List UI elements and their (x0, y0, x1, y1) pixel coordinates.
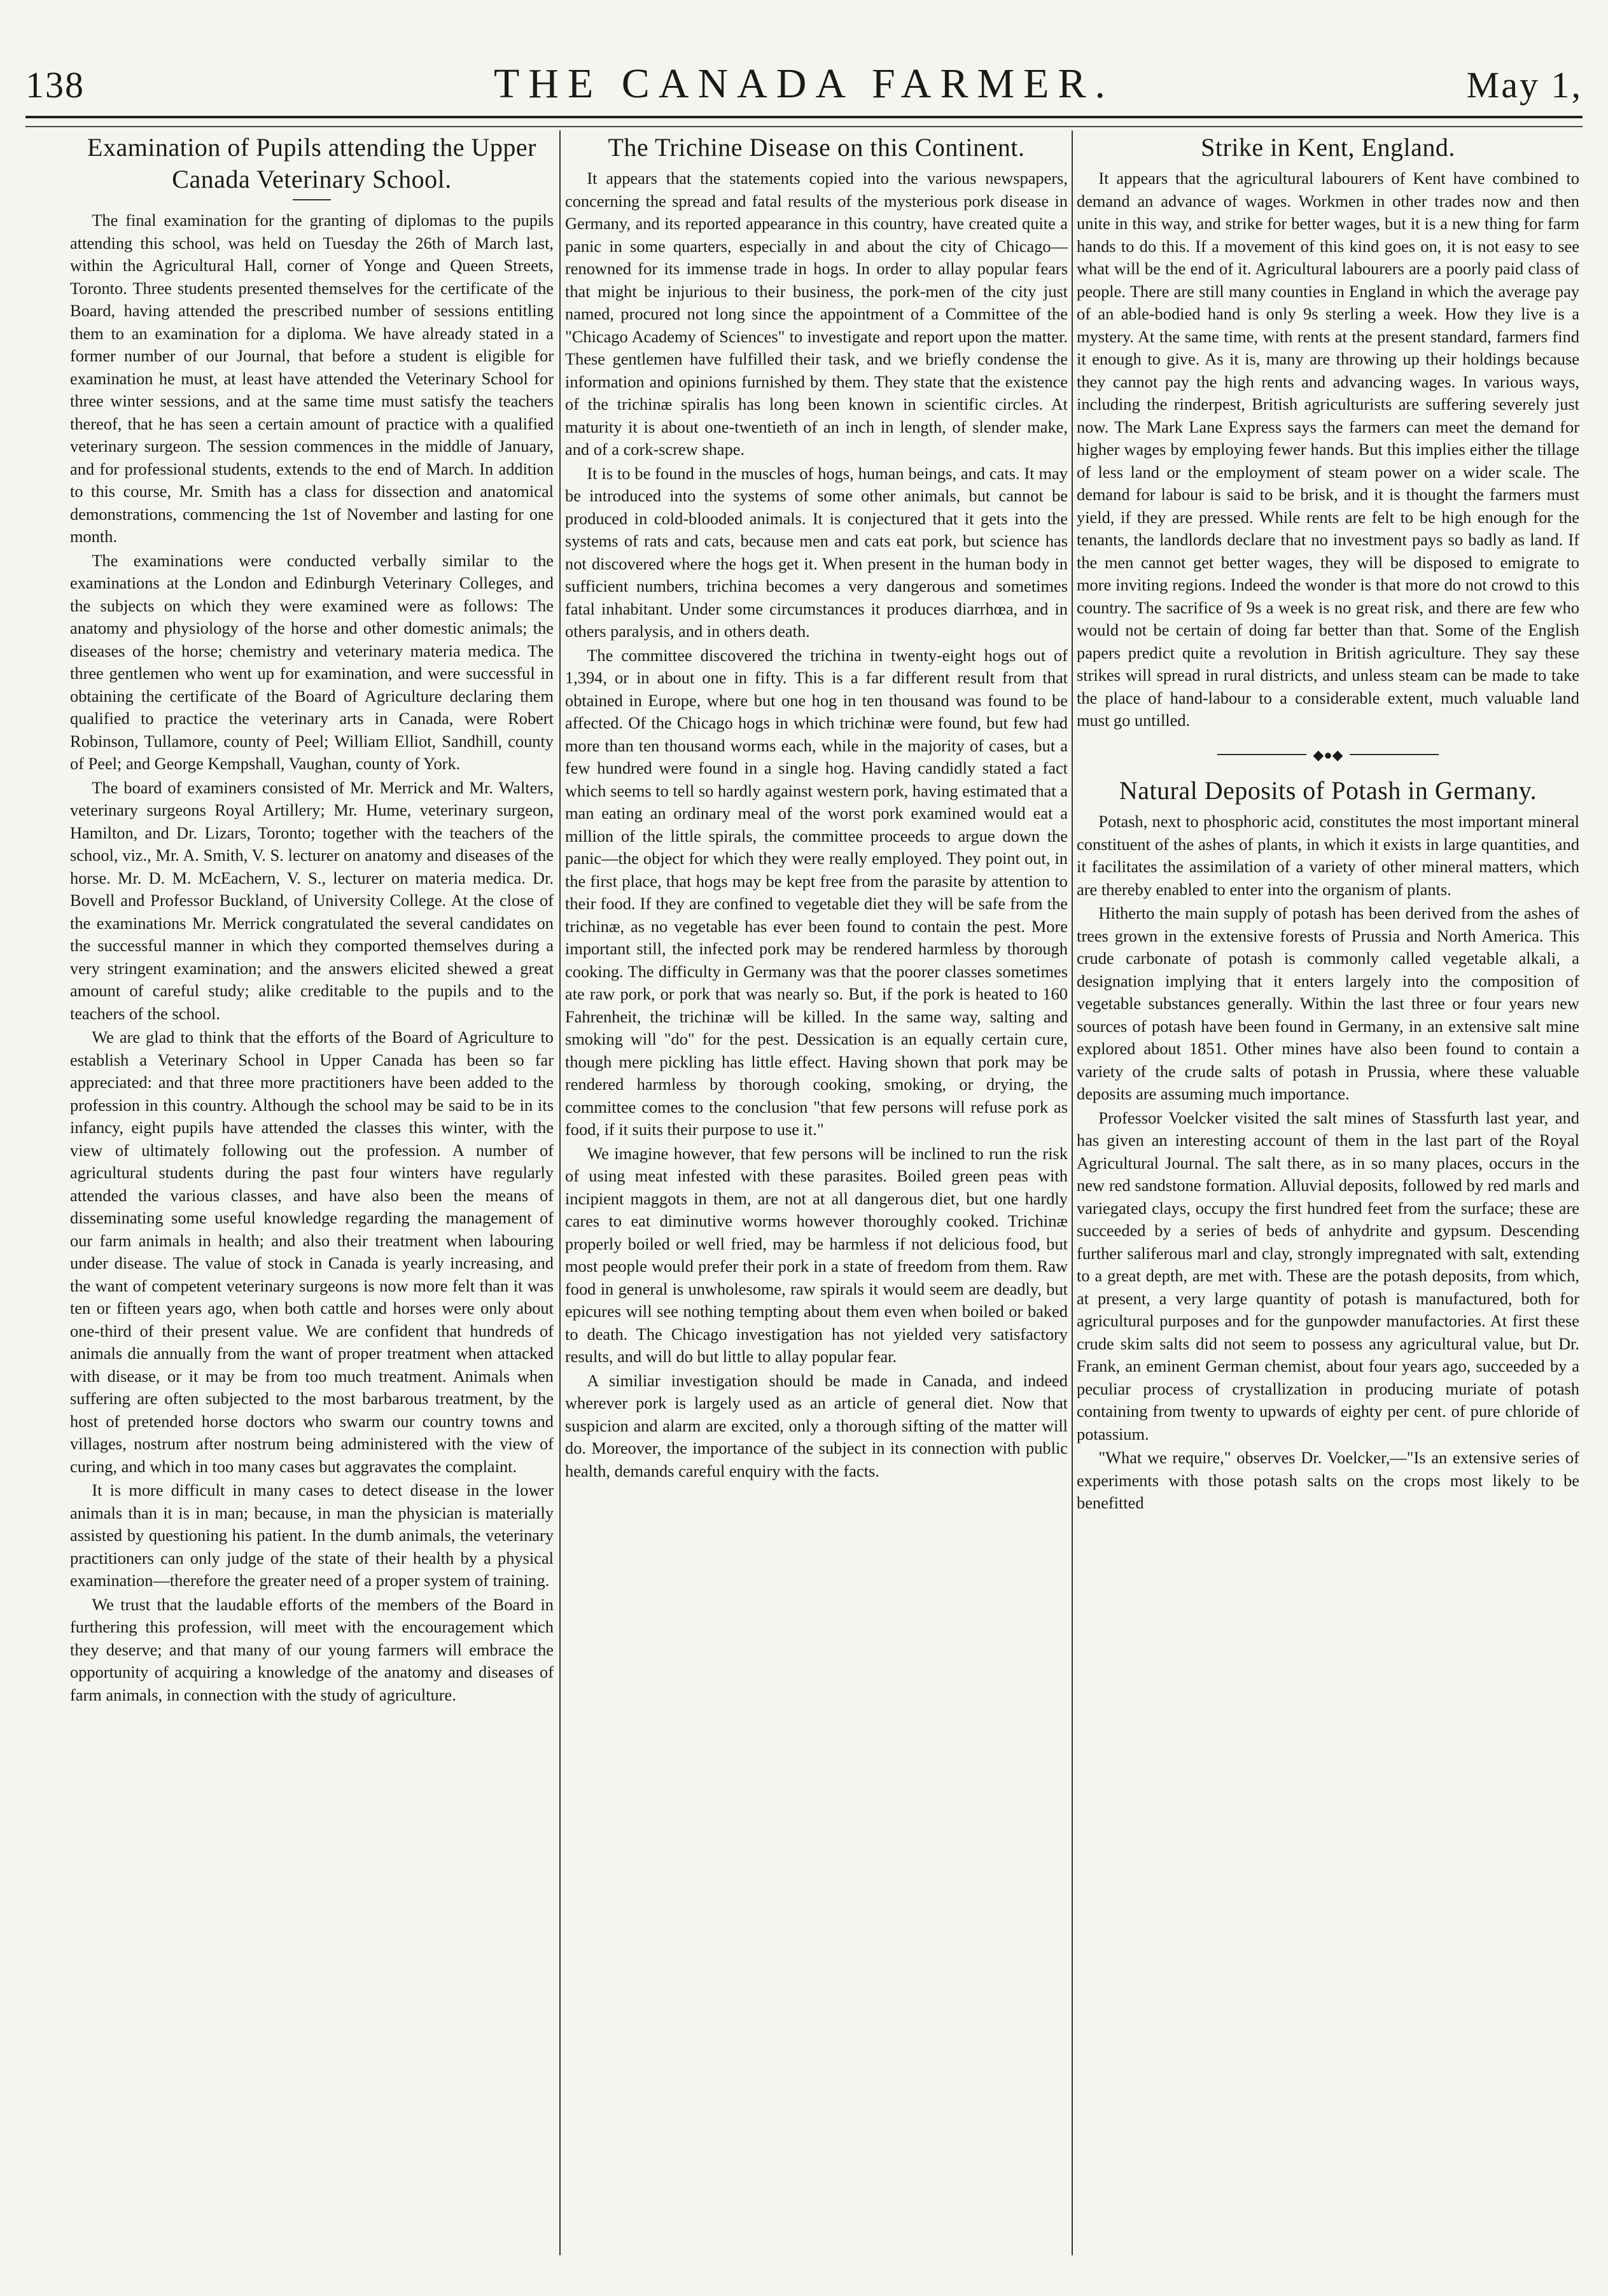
article-paragraph: The final examination for the granting of diplomas to the pupils attending this school, was held on Tuesday the 26th of March last, within the Agricultural Hall, corner of Yonge and Queen Streets, Toronto. Three students presented themselves for the certificate of the Board, having attended the prescribed number of sessions entitling them to an examination for a diploma. We have already stated in a former number of our Journal, that before a student is eligible for examination he must, at least have attended the Veterinary School for three winter sessions, and at the same time must satisfy the teachers thereof, that he has seen a certain amount of practice with a qualified veterinary surgeon. The session commences in the middle of January, and for professional students, extends to the end of March. In addition to this course, Mr. Smith has a class for dissection and anatomical demonstrations, commencing the 1st of November and lasting for one month. (70, 211, 554, 546)
article-title: The Trichine Disease on this Continent. (608, 133, 1025, 162)
article-paragraph: It appears that the agricultural labourers of Kent have combined to demand an advance of wages. Workmen in other trades now and then unite in this way, and strike for better wages, but it is a new thing for farm hands to do this. If a movement of this kind goes on, it is not easy to see what will be the end of it. Agricultural labourers are a poorly paid class of people. There are still many counties in England in which the average pay of an able-bodied hand is only 9s sterling a week. How they live is a mystery. At the same time, with rents at the present standard, farmers find it enough to give. As it is, many are throwing up their holdings because they cannot pay the high rents and advancing wages. In various ways, including the rinderpest, British agriculturists are suffering severely just now. The Mark Lane Express says the farmers can meet the demand for higher wages by employing fewer hands. But this implies either the tillage of less land or the employment of steam power on a wider scale. The demand for labour is said to be brisk, and it is thought the farmers must yield, if they are pressed. While rents are felt to be high enough for the tenants, the landlords declare that no investment pays so badly as land. If the men cannot get better wages, they will be disposed to emigrate to more inviting regions. Indeed the wonder is that more do not crowd to this country. The sacrifice of 9s a week is no great risk, and there are few who would not be certain of doing far better than that. Some of the English papers predict quite a revolution in British agriculture. They say these strikes will spread in rural districts, and unless steam can be made to take the place of hand-labour to a considerable extent, much valuable land must go untilled. (1077, 169, 1579, 730)
masthead (25, 38, 1583, 115)
masthead-rule (25, 116, 1583, 127)
article-paragraph: A similiar investigation should be made in Canada, and indeed wherever pork is largely used as an article of general diet. Now that suspicion and alarm are excited, only a thorough sifting of the matter will do. Moreover, the importance of the subject in its connection with public health, demands careful enquiry with the facts. (565, 1370, 1068, 1480)
page-number: 138 (25, 64, 85, 106)
article-paragraph: It is to be found in the muscles of hogs, human beings, and cats. It may be introduced into the systems of some other animals, but cannot be produced in cold-blooded animals. It is conjectured that it gets into the systems of rats and cats, because men and cats eat pork, but science has not discovered where the hogs get it. When present in the human body in sufficient numbers, trichina becomes a very dangerous and sometimes fatal inhabitant. Under some circumstances it produces diarrhœa, and in others paralysis, and in others death. (565, 463, 1068, 641)
article-paragraph: It appears that the statements copied into the various newspapers, concerning the spread and fatal results of the mysterious pork disease in Germany, and its reported appearance in this country, have created quite a panic in some quarters, especially in and about the city of Chicago—renowned for its immense trade in hogs. In order to allay popular fears that might be injurious to their business, the pork-men of the city just named, procured not long since the appointment of a Committee of the "Chicago Academy of Sciences" to investigate and report upon the matter. These gentlemen have fulfilled their task, and we briefly condense the information and opinions furnished by them. They state that the existence of the trichinæ spiralis has long been known in scientific circles. At maturity it is about one-twentieth of an inch in length, of slender make, and of a cork-screw shape. (565, 169, 1068, 459)
paper-title: THE CANADA FARMER. (493, 60, 1114, 107)
column-rule (1072, 130, 1073, 2255)
article-paragraph: We are glad to think that the efforts of the Board of Agriculture to establish a Veterinary School in Upper Canada has been so far appreciated: and that three more practitioners have been added to the profession in this country. Although the school may be said to be in its infancy, eight pupils have attended the classes this winter, with the view of ultimately following out the profession. A number of agricultural students during the past four winters have regularly attended the various classes, and have also been the means of disseminating some useful knowledge regarding the management of our farm animals in health; and also their treatment when labouring under disease. The value of stock in Canada is yearly increasing, and the want of competent veterinary surgeons is now more felt than it was ten or fifteen years ago, when both cattle and horses were only about one-third of their present value. We are confident that hundreds of animals die annually from the want of proper treatment when attacked with disease, or it may be from too much treatment. Animals when suffering are often subjected to the most barbarous treatment, by the host of pretended horse doctors who swarm our country towns and villages, nostrum after nostrum being administered with the view of curing, and which in too many cases but aggravates the complaint. (70, 1027, 554, 1476)
article-paragraph: The examinations were conducted verbally similar to the examinations at the London and Edinburgh Veterinary Colleges, and the subjects on which they were examined were as follows: The anatomy and physiology of the horse and other domestic animals; the diseases of the horse; chemistry and veterinary materia medica. The three gentlemen who went up for examination, and were successful in obtaining the certificate of the Board of Agriculture declaring them qualified to practice the veterinary arts in Canada, were Robert Robinson, Tullamore, county of Peel; William Elliot, Sandhill, county of Peel; and George Kempshall, Vaughan, county of York. (70, 550, 554, 773)
article-paragraph: The board of examiners consisted of Mr. Merrick and Mr. Walters, veterinary surgeons Royal Artillery; Mr. Hume, veterinary surgeon, Hamilton, and Dr. Lizars, Toronto; together with the teachers of the school, viz., Mr. A. Smith, V. S. lecturer on anatomy and diseases of the horse. Mr. D. M. McEachern, V. S., lecturer on materia medica. Dr. Bovell and Professor Buckland, of University College. At the close of the examinations Mr. Merrick congratulated the several candidates on the successful manner in which they comported themselves during a very stringent examination; and the answers elicited shewed a great amount of careful study; alike creditable to the pupils and to the teachers of the school. (70, 777, 554, 1023)
article-paragraph: Potash, next to phosphoric acid, constitutes the most important mineral constituent of the ashes of plants, in which it exists in large quantities, and it facilitates the assimilation of a variety of other mineral matters, which are thereby enabled to enter into the organism of plants. (1077, 812, 1579, 899)
article-paragraph: Professor Voelcker visited the salt mines of Stassfurth last year, and has given an interesting account of them in the last part of the Royal Agricultural Journal. The salt there, as in so many places, occurs in the new red sandstone formation. Alluvial deposits, followed by red marls and variegated clays, occupy the first hundred feet from the surface; these are succeeded by a series of beds of anhydrite and gypsum. Descending further saliferous marl and clay, strongly impregnated with salt, extending to a great depth, are met with. These are the potash deposits, from which, at present, a very large quantity of potash is manufactured, both for agricultural purposes and for the gunpowder manufactories. At first these crude skim salts did not seem to possess any agricultural value, but Dr. Frank, an eminent German chemist, about four years ago, succeeded by a peculiar process of crystallization in producing muriate of potash containing from twenty to upwards of eighty per cent. of pure chloride of potassium. (1077, 1108, 1579, 1444)
article-paragraph: It is more difficult in many cases to detect disease in the lower animals than it is in man; because, in man the physician is materially assisted by questioning his patient. In the dumb animals, the veterinary practitioners can only judge of the state of their health by a physical examination—therefore the greater need of a proper system of training. (70, 1480, 554, 1590)
column-rule (559, 130, 561, 2255)
section-divider: ◆●◆ (1077, 742, 1579, 767)
column-kent-potash (1077, 130, 1579, 2255)
article-title: Natural Deposits of Potash in Germany. (1119, 776, 1537, 805)
column-veterinary-school (70, 130, 554, 2255)
article-title: Strike in Kent, England. (1201, 133, 1455, 162)
article-title: Examination of Pupils attending the Upper Canada Veterinary School. (87, 133, 536, 193)
column-trichine-disease (565, 130, 1068, 2255)
article-paragraph: The committee discovered the trichina in twenty-eight hogs out of 1,394, or in about one in fifty. This is a far different result from that obtained in Europe, where but one hog in ten thousand was found to be affected. Of the Chicago hogs in which trichinæ were found, but few had more than ten thousand worms each, while in the majority of cases, but a few hundred were found in a single hog. Having candidly stated a fact which seems to tell so hardly against western pork, having estimated that a man eating an ordinary meal of the worst pork examined would eat a million of the little spirals, the committee proceeds to argue down the panic—the object for which they were really employed. They point out, in the first place, that hogs may be kept free from the parasite by attention to their food. If they are confined to vegetable diet they will be safe from the trichinæ, as no vegetable has ever been found to contain the pest. More important still, the infected pork may be rendered harmless by thorough cooking. The difficulty in Germany was that the poorer classes sometimes ate raw pork, or pork that was nearly so. But, if the pork is heated to 160 Fahrenheit, the trichinæ will be killed. In the same way, salting and smoking will "do" for the pest. Dessication is an equally certain cure, though mere pickling has little effect. Having shown that pork may be rendered harmless by thorough cooking, smoking, or drying, the committee comes to the conclusion "that few persons will refuse pork as food, if it suits their purpose to use it." (565, 645, 1068, 1139)
article-paragraph: Hitherto the main supply of potash has been derived from the ashes of trees grown in the extensive forests of Prussia and North America. This crude carbonate of potash is commonly called vegetable alkali, a designation implying that it enters largely into the composition of vegetable substances generally. Within the last three or four years new sources of potash have been found in Germany, in an extensive salt mine explored about 1851. Other mines have also been found to contain a variety of the crude salts of potash in Prussia, where these valuable deposits are assuming much importance. (1077, 903, 1579, 1104)
article-paragraph: We trust that the laudable efforts of the members of the Board in furthering this profession, will meet with the encouragement which they deserve; and that many of our young farmers will embrace the opportunity of acquiring a knowledge of the anatomy and diseases of farm animals, in connection with the study of agriculture. (70, 1594, 554, 1704)
article-paragraph: We imagine however, that few persons will be inclined to run the risk of using meat infested with these parasites. Boiled green peas with incipient maggots in them, are not at all dangerous diet, but one hardly cares to eat diminutive worms however thoroughly cooked. Trichinæ properly boiled or well fried, may be harmless if not delicious food, but most people would prefer their pork in a state of freedom from them. Raw food in general is unwholesome, raw spirals it would seem are deadly, but epicures will see nothing tempting about them even when boiled or baked to death. The Chicago investigation has not yielded very satisfactory results, and will do but little to allay popular fear. (565, 1143, 1068, 1366)
issue-date: May 1, (1466, 64, 1583, 106)
title-rule (293, 199, 331, 200)
article-paragraph: "What we require," observes Dr. Voelcker,—"Is an extensive series of experiments with those potash salts on the crops most likely to be benefitted (1077, 1448, 1579, 1513)
